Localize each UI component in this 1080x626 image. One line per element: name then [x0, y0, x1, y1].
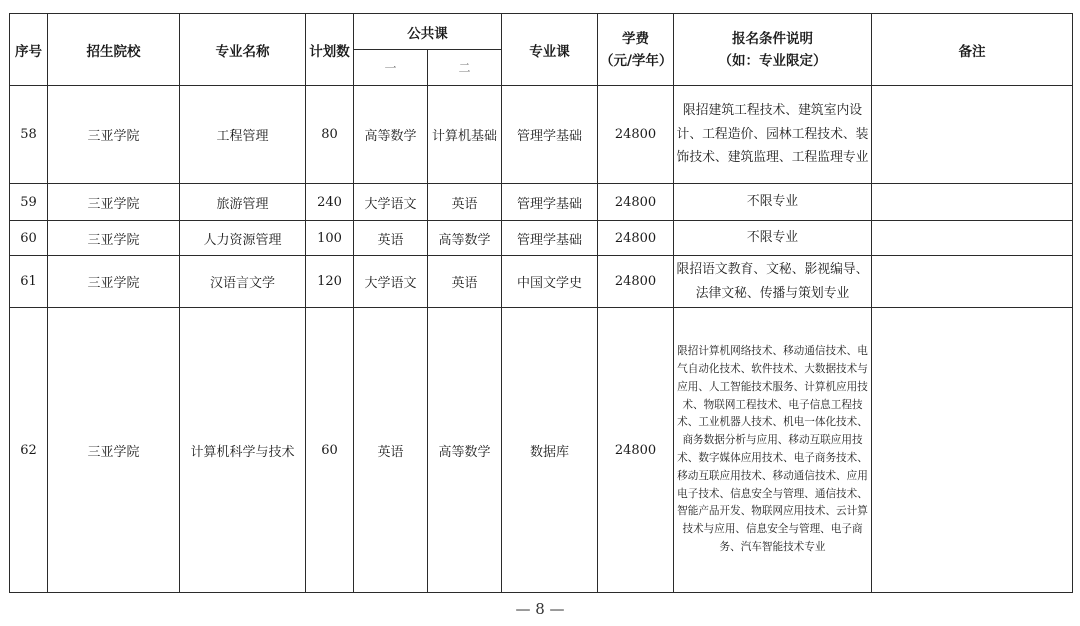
cell-public-1: 英语 — [354, 308, 428, 593]
cell-fee: 24800 — [598, 86, 674, 184]
cell-plan: 80 — [306, 86, 354, 184]
table-row — [10, 308, 1073, 593]
cell-no: 61 — [10, 256, 48, 308]
cell-public-1: 大学语文 — [354, 256, 428, 308]
cell-school: 三亚学院 — [48, 184, 180, 221]
cell-major: 工程管理 — [180, 86, 306, 184]
cell-fee: 24800 — [598, 308, 674, 593]
page-number: — 8 — — [515, 600, 565, 618]
cell-no: 58 — [10, 86, 48, 184]
table-row — [10, 256, 1073, 308]
cell-public-1: 英语 — [354, 221, 428, 256]
cell-plan: 100 — [306, 221, 354, 256]
cell-conditions: 不限专业 — [674, 221, 872, 256]
cell-no: 59 — [10, 184, 48, 221]
cell-public-1: 大学语文 — [354, 184, 428, 221]
cell-conditions: 不限专业 — [674, 184, 872, 221]
header-fee-line2: （元/学年） — [600, 52, 673, 69]
cell-public-2: 高等数学 — [428, 308, 502, 593]
cell-notes — [872, 86, 1073, 184]
cell-plan: 120 — [306, 256, 354, 308]
cell-school: 三亚学院 — [48, 308, 180, 593]
cell-major-course: 管理学基础 — [502, 221, 598, 256]
header-no: 序号 — [10, 14, 48, 86]
cell-notes — [872, 221, 1073, 256]
cell-major: 人力资源管理 — [180, 221, 306, 256]
cell-public-2: 计算机基础 — [428, 86, 502, 184]
cell-plan: 60 — [306, 308, 354, 593]
header-public-2: 二 — [428, 50, 502, 86]
cell-notes — [872, 308, 1073, 593]
cell-conditions: 限招建筑工程技术、建筑室内设计、工程造价、园林工程技术、装饰技术、建筑监理、工程监理专业 — [674, 86, 872, 184]
header-fee-line1: 学费 — [622, 30, 649, 47]
header-cond-line2: （如：专业限定） — [718, 52, 827, 69]
header-fee — [598, 14, 674, 86]
cell-no: 60 — [10, 221, 48, 256]
cell-public-2: 高等数学 — [428, 221, 502, 256]
cell-fee: 24800 — [598, 221, 674, 256]
header-school: 招生院校 — [48, 14, 180, 86]
header-conditions — [674, 14, 872, 86]
cell-fee: 24800 — [598, 256, 674, 308]
header-major: 专业名称 — [180, 14, 306, 86]
cell-school: 三亚学院 — [48, 86, 180, 184]
cell-school: 三亚学院 — [48, 221, 180, 256]
cell-major: 计算机科学与技术 — [180, 308, 306, 593]
header-major-course: 专业课 — [502, 14, 598, 86]
cell-public-2: 英语 — [428, 184, 502, 221]
header-cond-line1: 报名条件说明 — [732, 30, 813, 47]
header-plan: 计划数 — [306, 14, 354, 86]
cell-notes — [872, 184, 1073, 221]
cell-school: 三亚学院 — [48, 256, 180, 308]
cell-conditions: 限招语文教育、文秘、影视编导、法律文秘、传播与策划专业 — [674, 256, 872, 308]
cell-conditions: 限招计算机网络技术、移动通信技术、电气自动化技术、软件技术、大数据技术与应用、人工智能技术服务、计算机应用技术、物联网工程技术、电子信息工程技术、工业机器人技术、机电一体化技术、商务数据分析与应用、移动互联应用技术、数字媒体应用技术、电子商务技术、移动互联应用技术、移动通信技术、应用电子技术、信息安全与管理、通信技术、智能产品开发、物联网应用技术、云计算技术与应用、信息安全与管理、电子商务、汽车智能技术专业 — [674, 308, 872, 593]
cell-major: 旅游管理 — [180, 184, 306, 221]
cell-notes — [872, 256, 1073, 308]
header-notes: 备注 — [872, 14, 1073, 86]
cell-major-course: 管理学基础 — [502, 86, 598, 184]
cell-fee: 24800 — [598, 184, 674, 221]
cell-major-course: 数据库 — [502, 308, 598, 593]
cell-public-1: 高等数学 — [354, 86, 428, 184]
header-public-course: 公共课 — [354, 14, 502, 50]
admission-table — [9, 13, 1073, 593]
header-public-1: 一 — [354, 50, 428, 86]
cell-major-course: 中国文学史 — [502, 256, 598, 308]
cell-no: 62 — [10, 308, 48, 593]
table-row — [10, 221, 1073, 256]
table-row — [10, 184, 1073, 221]
table-row — [10, 86, 1073, 184]
cell-plan: 240 — [306, 184, 354, 221]
cell-major-course: 管理学基础 — [502, 184, 598, 221]
cell-public-2: 英语 — [428, 256, 502, 308]
cell-major: 汉语言文学 — [180, 256, 306, 308]
